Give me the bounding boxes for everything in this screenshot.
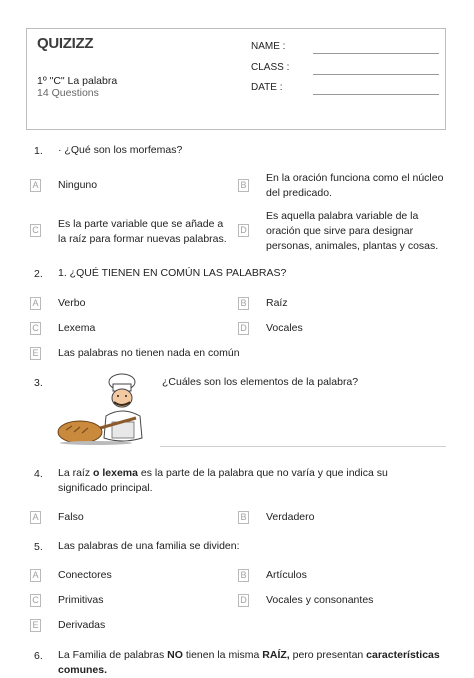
question-text: ¿Cuáles son los elementos de la palabra? (162, 376, 359, 388)
question-text: Las palabras de una familia se dividen: (58, 540, 240, 552)
option-text: Vocales (266, 322, 303, 334)
option-text: Vocales y consonantes (266, 594, 374, 606)
option-letter: A (30, 511, 41, 524)
question-text: 1. ¿QUÉ TIENEN EN COMÚN LAS PALABRAS? (58, 267, 287, 279)
question-text: La raíz o lexema es la parte de la palabra que no varía y que indica su significado principal. (58, 467, 388, 494)
date-label: DATE : (251, 82, 283, 93)
question-count: 14 Questions (37, 87, 99, 99)
question-number: 3. (34, 377, 43, 389)
option-text: Falso (58, 511, 84, 523)
class-line[interactable] (313, 74, 439, 75)
option-text: Es aquella palabra variable de la oración que sirve para designar personas, animales, plantas y cosas. (266, 210, 439, 252)
option-letter: B (238, 569, 249, 582)
question-number: 6. (34, 650, 43, 662)
option-letter: D (238, 224, 249, 237)
option-letter: B (238, 179, 249, 192)
class-label: CLASS : (251, 62, 290, 73)
option-text: Ninguno (58, 179, 98, 191)
question-text: · ¿Qué son los morfemas? (58, 144, 183, 156)
option-letter: B (238, 511, 249, 524)
option-text: Raíz (266, 297, 288, 309)
question-number: 2. (34, 268, 43, 280)
option-letter: D (238, 322, 249, 335)
option-letter: A (30, 179, 41, 192)
question-number: 4. (34, 468, 43, 480)
option-letter: C (30, 224, 41, 237)
option-text: Las palabras no tienen nada en común (58, 347, 240, 359)
option-letter: D (238, 594, 249, 607)
option-letter: E (30, 347, 41, 360)
date-line[interactable] (313, 94, 439, 95)
option-letter: C (30, 594, 41, 607)
question-number: 1. (34, 145, 43, 157)
option-text: Derivadas (58, 619, 106, 631)
option-letter: A (30, 297, 41, 310)
option-text: Conectores (58, 569, 112, 581)
option-letter: B (238, 297, 249, 310)
question-text: La Familia de palabras NO tienen la misma RAÍZ, pero presentan características comunes. (58, 649, 440, 676)
option-text: En la oración funciona como el núcleo del predicado. (266, 172, 444, 199)
name-line[interactable] (313, 53, 439, 54)
option-text: Artículos (266, 569, 307, 581)
quizizz-logo: QUIZIZZ (37, 35, 94, 52)
chef-illustration (56, 372, 156, 446)
name-label: NAME : (251, 41, 286, 52)
divider (160, 446, 446, 447)
worksheet-title: 1º "C" La palabra (37, 75, 118, 87)
option-letter: A (30, 569, 41, 582)
option-text: Lexema (58, 322, 96, 334)
option-letter: E (30, 619, 41, 632)
option-text: Verbo (58, 297, 86, 309)
worksheet-header (26, 28, 446, 130)
question-number: 5. (34, 541, 43, 553)
option-letter: C (30, 322, 41, 335)
option-text: Verdadero (266, 511, 315, 523)
option-text: Primitivas (58, 594, 104, 606)
option-text: Es la parte variable que se añade a la raíz para formar nuevas palabras. (58, 218, 227, 245)
